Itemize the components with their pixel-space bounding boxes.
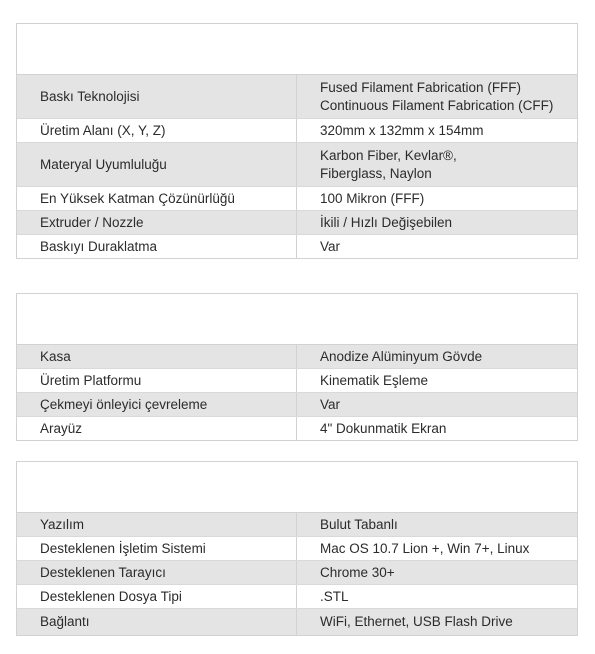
table-row xyxy=(17,345,577,369)
row-value: 100 Mikron (FFF) xyxy=(320,190,425,206)
row-label: Üretim Alanı (X, Y, Z) xyxy=(17,119,297,142)
table-row xyxy=(17,369,577,393)
row-value: .STL xyxy=(320,588,349,604)
row-value: Var xyxy=(320,238,341,254)
row-value: Kinematik Eşleme xyxy=(320,372,429,388)
row-value: Chrome 30+ xyxy=(320,564,395,580)
spec-table-hardware xyxy=(16,293,578,441)
table-row xyxy=(17,393,577,417)
row-label: Kasa xyxy=(17,345,297,368)
row-value: Mac OS 10.7 Lion +, Win 7+, Linux xyxy=(320,540,530,556)
row-value: Var xyxy=(320,396,341,412)
table-row xyxy=(17,143,577,187)
table-header xyxy=(17,462,577,513)
table-row xyxy=(17,211,577,235)
table-row xyxy=(17,187,577,211)
table-row xyxy=(17,75,577,119)
table-row xyxy=(17,235,577,258)
row-value: 320mm x 132mm x 154mm xyxy=(320,122,484,138)
row-label: Çekmeyi önleyici çevreleme xyxy=(17,393,297,416)
row-value: Karbon Fiber, Kevlar®, Fiberglass, Naylon xyxy=(320,147,457,181)
row-label: Yazılım xyxy=(17,513,297,536)
row-label: Extruder / Nozzle xyxy=(17,211,297,234)
table-header xyxy=(17,24,577,75)
table-row xyxy=(17,561,577,585)
row-value: Fused Filament Fabrication (FFF) Continuous Filament Fabrication (CFF) xyxy=(320,79,554,113)
row-value: 4" Dokunmatik Ekran xyxy=(320,420,447,436)
row-value: Anodize Alüminyum Gövde xyxy=(320,348,483,364)
table-row xyxy=(17,417,577,440)
table-header xyxy=(17,294,577,345)
table-row xyxy=(17,537,577,561)
row-value: Bulut Tabanlı xyxy=(320,516,398,532)
row-label: Desteklenen Tarayıcı xyxy=(17,561,297,584)
row-label: En Yüksek Katman Çözünürlüğü xyxy=(17,187,297,210)
row-label: Baskıyı Duraklatma xyxy=(17,235,297,258)
spec-table-printing xyxy=(16,23,578,259)
row-label: Üretim Platformu xyxy=(17,369,297,392)
row-label: Arayüz xyxy=(17,417,297,440)
spec-table-software xyxy=(16,461,578,636)
table-row xyxy=(17,119,577,143)
row-label: Desteklenen Dosya Tipi xyxy=(17,585,297,608)
row-value: WiFi, Ethernet, USB Flash Drive xyxy=(320,614,513,629)
row-label: Desteklenen İşletim Sistemi xyxy=(17,537,297,560)
row-label: Bağlantı xyxy=(17,609,297,635)
row-value: İkili / Hızlı Değişebilen xyxy=(320,214,453,230)
table-row xyxy=(17,513,577,537)
row-label: Baskı Teknolojisi xyxy=(17,75,297,118)
table-row xyxy=(17,585,577,609)
table-row xyxy=(17,609,577,635)
row-label: Materyal Uyumluluğu xyxy=(17,143,297,186)
